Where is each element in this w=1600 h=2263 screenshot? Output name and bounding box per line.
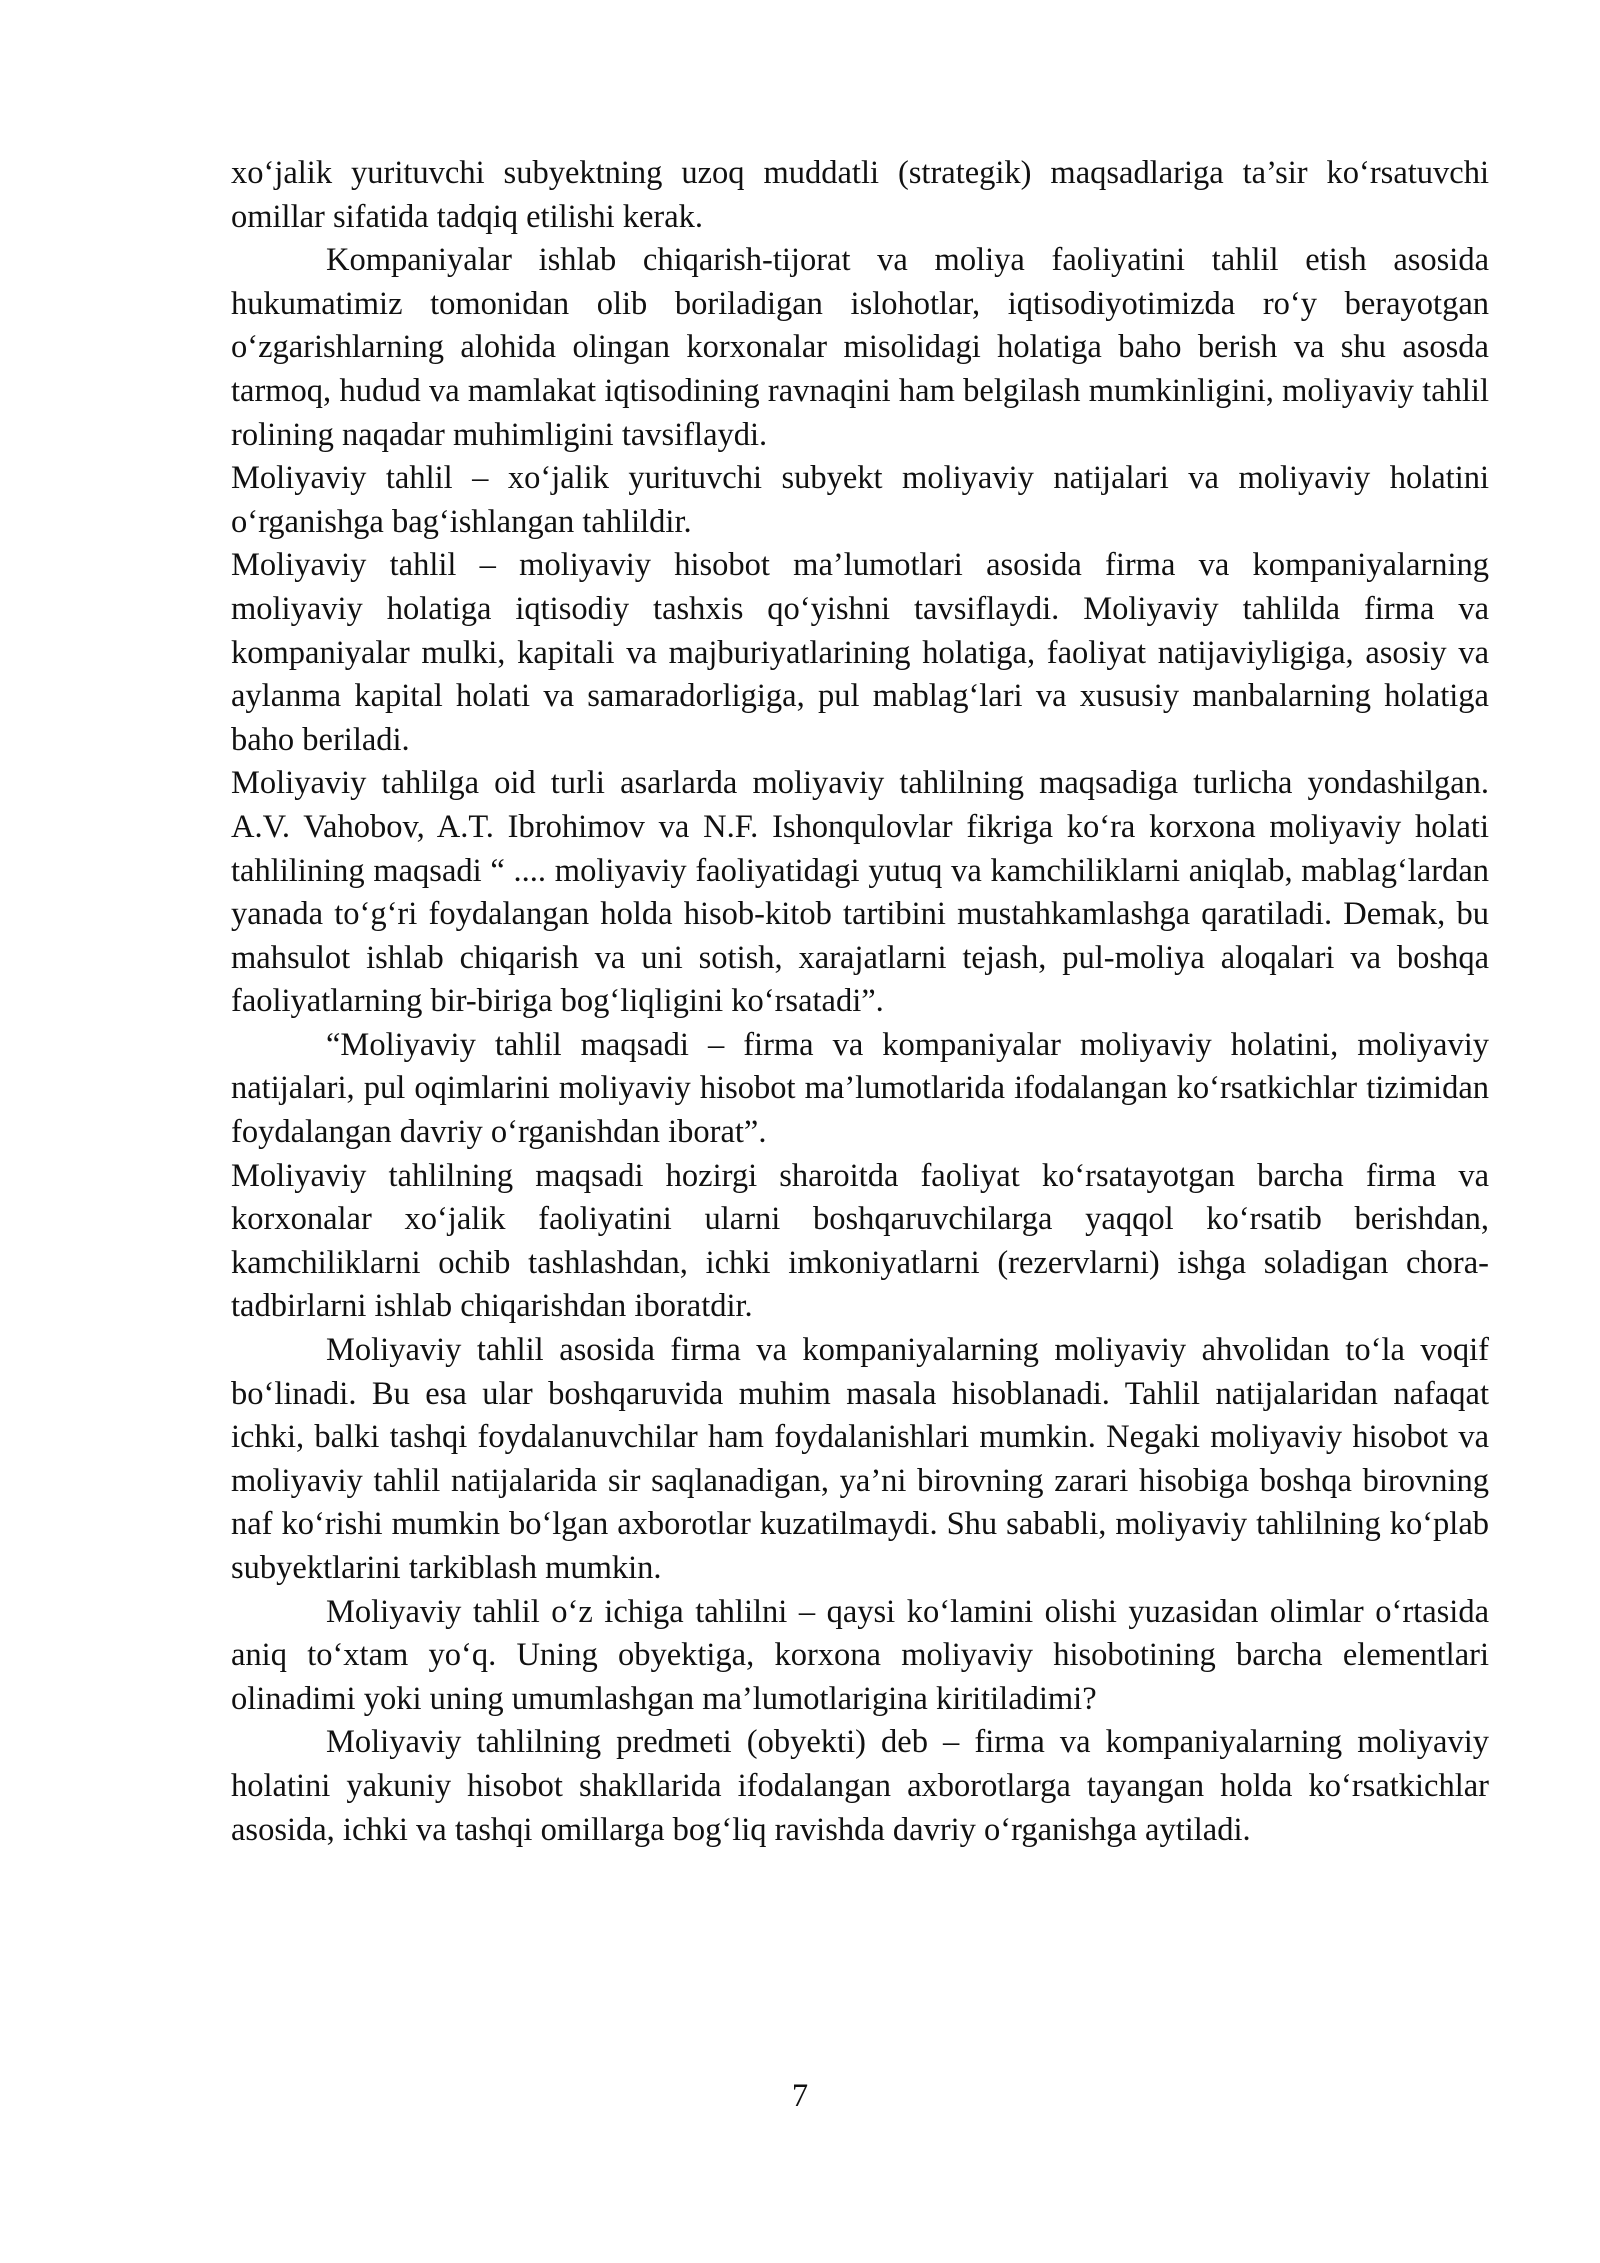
- page-number: 7: [791, 2078, 809, 2114]
- paragraph-scope: Moliyaviy tahlil o‘z ichiga tahlilni – qaysi ko‘lamini olishi yuzasidan olimlar o‘rtasida aniq to‘xtam yo‘q. Uning obyektiga, korxona moliyaviy hisobotining barcha elementlari olinadimi yoki uning umumlashgan ma’lumotlarigina kiritiladimi?: [231, 1593, 1489, 1717]
- paragraph-definition-1: Moliyaviy tahlil – xo‘jalik yurituvchi subyekt moliyaviy natijalari va moliyaviy holatini o‘rganishga bag‘ishlangan tahlildir.: [231, 460, 1489, 540]
- paragraph-analysis-role: Kompaniyalar ishlab chiqarish-tijorat va moliya faoliyatini tahlil etish asosida hukumatimiz tomonidan olib boriladigan islohotlar, iqtisodiyotimizda ro‘y berayotgan o‘zgarishlarning alohida olingan korxonalar misolidagi holatiga baho berish va shu asosda tarmoq, hudud va mamlakat iqtisodining ravnaqini ham belgilash mumkinligini, moliyaviy tahlil rolining naqadar muhimligini tavsiflaydi.: [231, 242, 1489, 453]
- paragraph-approaches: Moliyaviy tahlilga oid turli asarlarda moliyaviy tahlilning maqsadiga turlicha yondashilgan. A.V. Vahobov, A.T. Ibrohimov va N.F. Ishonqulovlar fikriga ko‘ra korxona moliyaviy holati tahlilining maqsadi “ .... moliyaviy faoliyatidagi yutuq va kamchiliklarni aniqlab, mablag‘lardan yanada to‘g‘ri foydalangan holda hisob-kitob tartibini mustahkamlashga qaratiladi. Demak, bu mahsulot ishlab chiqarish va uni sotish, xarajatlarni tejash, pul-moliya aloqalari va boshqa faoliyatlarning bir-biriga bog‘liqligini ko‘rsatadi”.: [231, 765, 1489, 1020]
- document-body: [231, 152, 1489, 1852]
- paragraph-subject: Moliyaviy tahlilning predmeti (obyekti) deb – firma va kompaniyalarning moliyaviy holatini yakuniy hisobot shakllarida ifodalangan axborotlarga tayangan holda ko‘rsatkichlar asosida, ichki va tashqi omillarga bog‘liq ravishda davriy o‘rganishga aytiladi.: [231, 1724, 1489, 1848]
- paragraph-quote-goal: “Moliyaviy tahlil maqsadi – firma va kompaniyalar moliyaviy holatini, moliyaviy natijalari, pul oqimlarini moliyaviy hisobot ma’lumotlarida ifodalangan ko‘rsatkichlar tizimidan foydalangan davriy o‘rganishdan iborat”.: [231, 1026, 1489, 1151]
- paragraph-continuation: xo‘jalik yurituvchi subyektning uzoq muddatli (strategik) maqsadlariga ta’sir ko‘rsatuvchi omillar sifatida tadqiq etilishi kerak.: [231, 155, 1489, 235]
- paragraph-users: Moliyaviy tahlil asosida firma va kompaniyalarning moliyaviy ahvolidan to‘la voqif bo‘linadi. Bu esa ular boshqaruvida muhim masala hisoblanadi. Tahlil natijalaridan nafaqat ichki, balki tashqi foydalanuvchilar ham foydalanishlari mumkin. Negaki moliyaviy hisobot va moliyaviy tahlil natijalarida sir saqlanadigan, ya’ni birovning zarari hisobiga boshqa birovning naf ko‘rishi mumkin bo‘lgan axborotlar kuzatilmaydi. Shu sababli, moliyaviy tahlilning ko‘plab subyektlarini tarkiblash mumkin.: [231, 1332, 1489, 1586]
- paragraph-definition-2: Moliyaviy tahlil – moliyaviy hisobot ma’lumotlari asosida firma va kompaniyalarning moliyaviy holatiga iqtisodiy tashxis qo‘yishni tavsiflaydi. Moliyaviy tahlilda firma va kompaniyalar mulki, kapitali va majburiyatlarining holatiga, faoliyat natijaviyligiga, asosiy va aylanma kapital holati va samaradorligiga, pul mablag‘lari va xususiy manbalarning holatiga baho beriladi.: [231, 547, 1489, 758]
- paragraph-goal: Moliyaviy tahlilning maqsadi hozirgi sharoitda faoliyat ko‘rsatayotgan barcha firma va korxonalar xo‘jalik faoliyatini ularni boshqaruvchilarga yaqqol ko‘rsatib berishdan, kamchiliklarni ochib tashlashdan, ichki imkoniyatlarni (rezervlarni) ishga soladigan chora-tadbirlarni ishlab chiqarishdan iboratdir.: [231, 1157, 1489, 1325]
